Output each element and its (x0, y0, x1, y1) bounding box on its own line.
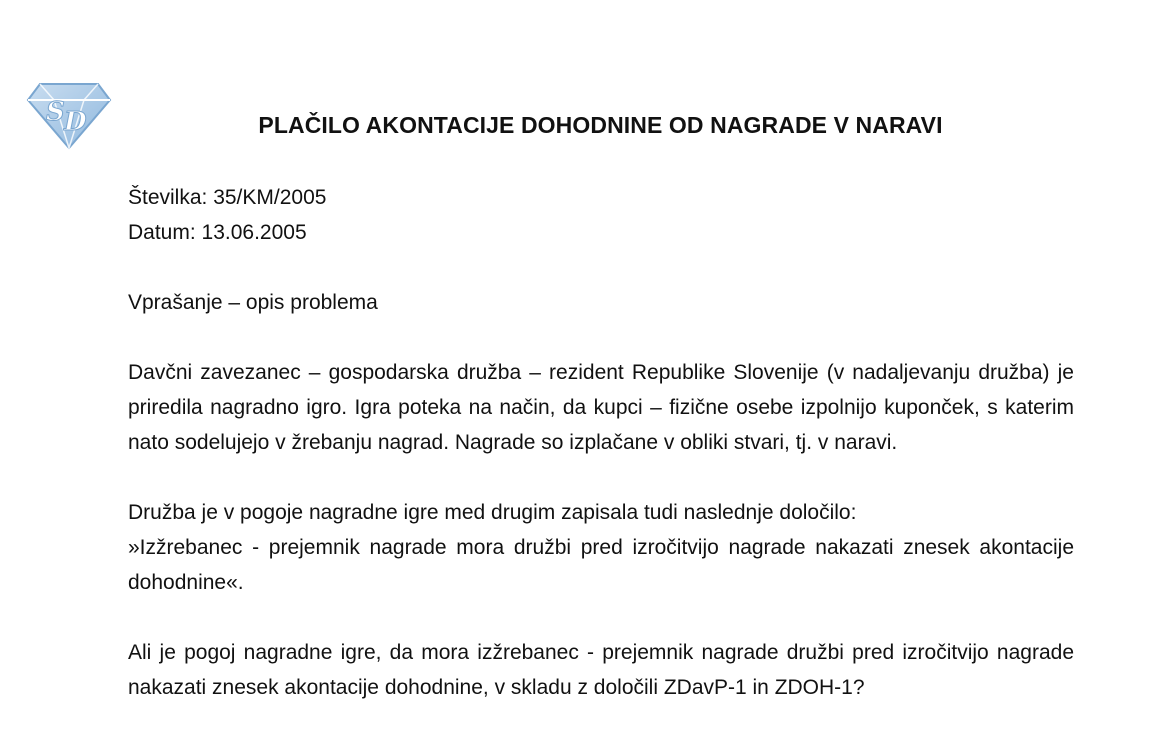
paragraph-question: Ali je pogoj nagradne igre, da mora izžrebanec - prejemnik nagrade družbi pred izročitvijo nagrade nakazati znesek akontacije dohodnine, v skladu z določili ZDavP-1 in ZDOH-1? (128, 641, 1074, 699)
spacer (128, 320, 1074, 355)
paragraph-problem-description: Davčni zavezanec – gospodarska družba – rezident Republike Slovenije (v nadaljevanju družba) je priredila nagradno igro. Igra poteka na način, da kupci – fizične osebe izpolnijo kuponček, s katerim nato sodelujejo v žrebanju nagrad. Nagrade so izplačane v obliki stvari, tj. v naravi. (128, 361, 1074, 454)
document-number: Številka: 35/KM/2005 (128, 186, 327, 209)
document-date: Datum: 13.06.2005 (128, 221, 307, 244)
spacer (128, 600, 1074, 635)
paragraph-quoted-clause: »Izžrebanec - prejemnik nagrade mora družbi pred izročitvijo nagrade nakazati znesek akontacije dohodnine«. (128, 536, 1074, 594)
logo-letter-s: S (46, 97, 65, 127)
spacer (128, 250, 1074, 285)
document-body (128, 180, 1074, 705)
paragraph-game-conditions: Družba je v pogoje nagradne igre med drugim zapisala tudi naslednje določilo: (128, 501, 857, 524)
logo-letter-d: D (64, 107, 87, 137)
document-title: PLAČILO AKONTACIJE DOHODNINE OD NAGRADE V NARAVI (258, 112, 943, 138)
section-heading: Vprašanje – opis problema (128, 291, 378, 314)
spacer (128, 460, 1074, 495)
